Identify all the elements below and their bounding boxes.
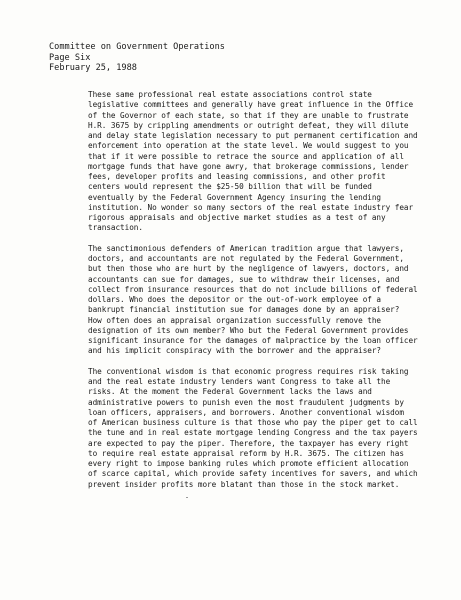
body-paragraph [88,366,418,490]
text-line: risks. At the moment the Federal Government lacks the laws and [88,387,372,397]
text-line: doctors, and accountants are not regulated by the Federal Government, [88,254,404,263]
text-line: prevent insider profits more blatant than those in the stock market. [88,479,400,489]
text-line: collect from insurance resources that do not include billions of federal [88,284,418,294]
text-line: designation of its own member? Who but the Federal Government provides [88,325,409,335]
text-line: every right to impose banking rules which promote efficient allocation [88,459,409,468]
text-line: enforcement into operation at the state level. We would suggest to you [88,141,409,151]
text-line: dollars. Who does the depositor or the out-of-work employee of a [88,295,382,304]
text-line: to require real estate appraisal reform by H.R. 3675. The citizen has [88,448,404,458]
text-line: legislative committees and generally have great influence in the Office [88,100,414,110]
text-line: How often does an appraisal organization successfully remove the [88,315,382,325]
text-line: are expected to pay the piper. Therefore, the taxpayer has every right [88,438,409,448]
text-line: the tune and in real estate mortgage lending Congress and the tax payers [88,428,418,438]
text-line: of the Governor of each state, so that if they are unable to frustrate [88,110,409,120]
text-line: mortgage funds that have gone awry, that brokerage commissions, lender [88,161,409,171]
text-line: significant insurance for the damages of malpractice by the loan officer [88,336,418,345]
text-line: eventually by the Federal Government Agency insuring the lending [88,192,382,202]
letter-header [49,42,225,74]
text-line: and delay state legislation necessary to put permanent certification and [88,131,418,140]
header-date: February 25, 1988 [49,63,137,74]
text-line: institution. No wonder so many sectors of the real estate industry fear [88,202,414,212]
text-line: and the real estate industry lenders want Congress to take all the [88,377,391,386]
text-line: The conventional wisdom is that economic progress requires risk taking [88,366,409,376]
text-line: accountants can sue for damages, sue to withdraw their licenses, and [88,274,400,284]
text-line: and his implicit conspiracy with the borrower and the appraiser? [88,346,382,356]
text-line: but then those who are hurt by the negligence of lawyers, doctors, and [88,264,409,274]
text-line: of scarce capital, which provide safety incentives for savers, and which [88,469,418,479]
header-committee: Committee on Government Operations [49,42,225,52]
body-paragraph [88,243,418,357]
letter-body [88,90,418,500]
text-line: administrative powers to punish even the most fraudulent judgments by [88,397,404,407]
text-line: that if it were possible to retrace the source and application of all [88,151,404,161]
text-line: bankrupt financial institution sue for damages done by an appraiser? [88,305,400,315]
text-line: rigorous appraisals and objective market studies as a test of any [88,213,386,222]
text-line: transaction. [88,223,143,233]
text-line: loan officers, appraisers, and borrowers. Another conventional wisdom [88,407,404,417]
body-paragraph [88,90,418,234]
text-line: fees, developer profits and leasing commissions, and other profit [88,172,386,181]
text-line: The sanctimonious defenders of American tradition argue that lawyers, [88,243,404,253]
scan-speck [186,497,188,498]
header-page-number: Page Six [49,52,91,63]
text-line: H.R. 3675 by crippling amendments or outright defeat, they will dilute [88,120,409,130]
text-line: centers would represent the $25-50 billion that will be funded [88,182,372,192]
text-line: These same professional real estate associations control state [88,90,372,99]
text-line: of American business culture is that those who pay the piper get to call [88,418,418,427]
